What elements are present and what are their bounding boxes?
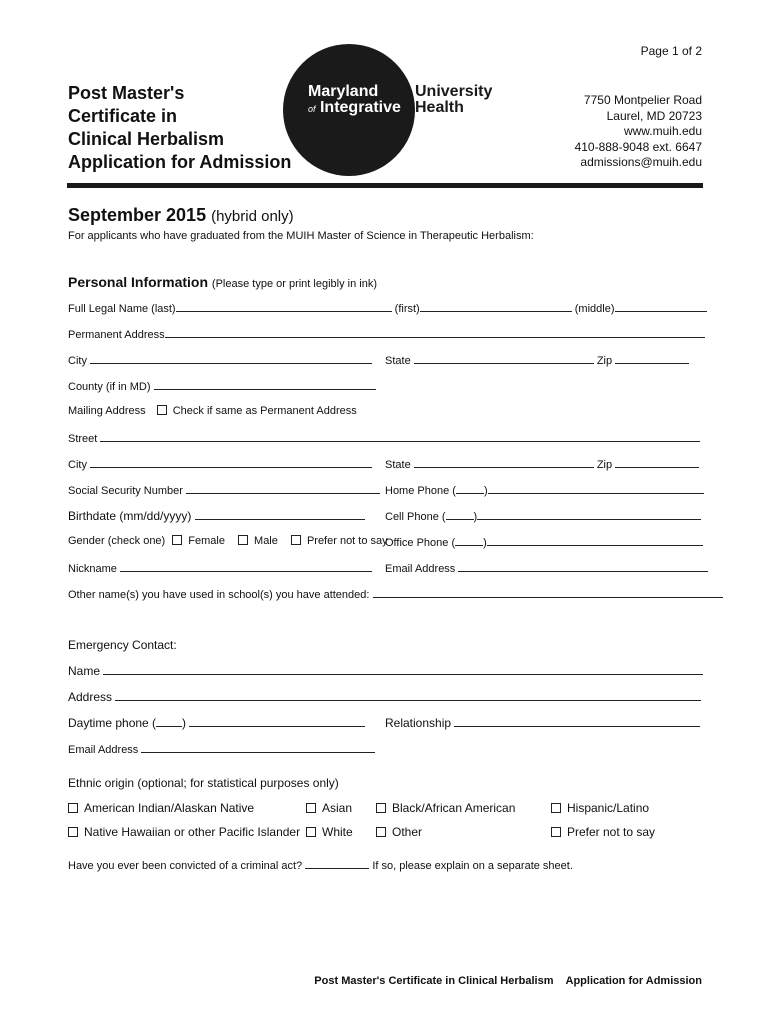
cell-phone-label: Cell Phone ( [385, 511, 446, 523]
name-first-field[interactable] [420, 301, 572, 312]
criminal-followup: If so, please explain on a separate sheet. [372, 860, 573, 872]
county-row [68, 379, 376, 393]
office-phone-label: Office Phone ( [385, 537, 456, 549]
ssn-label: Social Security Number [68, 485, 183, 497]
criminal-row [68, 858, 573, 872]
contact-phone: 410-888-9048 ext. 6647 [574, 139, 702, 154]
emergency-email-label: Email Address [68, 744, 139, 756]
logo-word-health: Health [415, 99, 464, 116]
county-field[interactable] [154, 379, 376, 390]
state-zip-row-2 [385, 457, 699, 471]
county-label: County (if in MD) [68, 381, 151, 393]
email-label: Email Address [385, 563, 456, 575]
ethnic-label: Other [392, 825, 423, 839]
emergency-name-field[interactable] [103, 664, 703, 675]
intro-text: For applicants who have graduated from the MUIH Master of Science in Therapeutic Herbalism: [68, 230, 534, 242]
paren: ) [473, 511, 478, 523]
personal-info-heading [68, 274, 377, 290]
ethnic-checkbox[interactable] [376, 803, 386, 813]
ethnic-option [306, 801, 352, 815]
birthdate-label: Birthdate (mm/dd/yyyy) [68, 509, 192, 523]
street-field[interactable] [100, 431, 700, 442]
page-number: Page 1 of 2 [640, 44, 702, 58]
title-line: Application for Admission [68, 152, 292, 172]
male-checkbox[interactable] [238, 535, 248, 545]
ethnic-option [376, 825, 422, 839]
home-phone-row [385, 483, 704, 497]
logo-word-of: of [308, 104, 316, 114]
name-row [68, 301, 707, 315]
contact-website: www.muih.edu [623, 124, 702, 139]
gender-row [68, 535, 388, 547]
logo-extension [415, 84, 492, 116]
term-main: September 2015 [68, 205, 207, 225]
emergency-name-label: Name [68, 664, 101, 678]
ethnic-checkbox[interactable] [376, 827, 386, 837]
relationship-field[interactable] [454, 716, 700, 727]
same-as-checkbox[interactable] [157, 405, 167, 415]
ethnic-option [551, 825, 655, 839]
paren: ) [483, 537, 487, 549]
page-title [68, 82, 291, 174]
zip-field[interactable] [615, 353, 689, 364]
title-line: Certificate in [68, 106, 178, 126]
ssn-row [68, 483, 380, 497]
emergency-email-field[interactable] [141, 742, 375, 753]
ethnic-option [376, 801, 515, 815]
title-line: Post Master's [68, 83, 185, 103]
emergency-phone-row [68, 716, 365, 730]
cell-phone-row [385, 509, 701, 523]
state-field[interactable] [414, 353, 594, 364]
zip-label: Zip [596, 355, 613, 367]
contact-email: admissions@muih.edu [580, 155, 702, 170]
mailing-row [68, 405, 357, 417]
ssn-field[interactable] [186, 483, 380, 494]
name-middle-field[interactable] [615, 301, 707, 312]
ethnic-label: American Indian/Alaskan Native [84, 801, 255, 815]
ethnic-label: Asian [322, 801, 353, 815]
ethnic-checkbox[interactable] [551, 803, 561, 813]
ethnic-checkbox[interactable] [306, 827, 316, 837]
ethnic-label: Black/African American [392, 801, 516, 815]
male-label: Male [254, 535, 278, 547]
emergency-email-row [68, 742, 375, 756]
criminal-answer-field[interactable] [305, 858, 369, 869]
city-row-2 [68, 457, 372, 471]
ethnic-checkbox[interactable] [68, 803, 78, 813]
footer-program: Post Master's Certificate in Clinical Herbalism [314, 975, 554, 987]
emergency-heading: Emergency Contact: [68, 638, 177, 652]
cell-phone-field[interactable] [477, 509, 701, 520]
female-checkbox[interactable] [172, 535, 182, 545]
other-names-field[interactable] [373, 587, 723, 598]
relationship-row [385, 716, 700, 730]
office-phone-field[interactable] [487, 535, 703, 546]
daytime-phone-field[interactable] [189, 716, 365, 727]
street-row [68, 431, 700, 445]
header-divider [67, 183, 703, 188]
daytime-phone-area-field[interactable] [156, 716, 182, 727]
prefer-not-checkbox[interactable] [291, 535, 301, 545]
ethnic-checkbox[interactable] [68, 827, 78, 837]
ethnic-option [68, 801, 254, 815]
ethnic-option [306, 825, 353, 839]
mailing-label: Mailing Address [68, 405, 146, 417]
nickname-label: Nickname [68, 563, 117, 575]
name-first-label: (first) [394, 303, 420, 315]
city-field[interactable] [90, 457, 372, 468]
ethnic-label: Hispanic/Latino [567, 801, 650, 815]
ethnic-option [551, 801, 649, 815]
contact-street: 7750 Montpelier Road [583, 93, 702, 107]
contact-city: Laurel, MD 20723 [606, 108, 702, 123]
cell-phone-area-field[interactable] [446, 509, 474, 520]
home-phone-area-field[interactable] [456, 483, 484, 494]
office-phone-area-field[interactable] [455, 535, 483, 546]
office-phone-row [385, 535, 703, 549]
name-last-label: Full Legal Name (last) [68, 303, 176, 315]
state-label: State [385, 355, 411, 367]
street-label: Street [68, 433, 98, 445]
section-note: (Please type or print legibly in ink) [211, 278, 377, 290]
emergency-address-field[interactable] [115, 690, 701, 701]
state-label: State [385, 459, 411, 471]
term-sub: (hybrid only) [211, 208, 294, 225]
state-zip-row-1 [385, 353, 689, 367]
criminal-question: Have you ever been convicted of a criminal act? [68, 860, 303, 872]
birthdate-row [68, 509, 365, 523]
logo-word-integrative: Integrative [319, 99, 401, 116]
emergency-name-row [68, 664, 703, 678]
footer-title: Application for Admission [565, 975, 702, 987]
daytime-phone-label: Daytime phone ( [68, 716, 157, 730]
ethnic-label: Native Hawaiian or other Pacific Islander [84, 825, 301, 839]
ethnic-label: White [322, 825, 353, 839]
other-names-row [68, 587, 723, 601]
city-label: City [68, 355, 87, 367]
ethnic-option [68, 825, 300, 839]
same-as-label: Check if same as Permanent Address [172, 405, 357, 417]
footer [314, 975, 702, 987]
paren: ) [483, 485, 488, 497]
nickname-row [68, 561, 372, 575]
term-heading [68, 205, 294, 226]
female-label: Female [188, 535, 225, 547]
relationship-label: Relationship [385, 716, 452, 730]
zip-field[interactable] [615, 457, 699, 468]
email-field[interactable] [458, 561, 708, 572]
logo-word-university: University [415, 83, 493, 100]
ethnic-heading: Ethnic origin (optional; for statistical purposes only) [68, 776, 339, 790]
perm-address-row [68, 327, 705, 341]
section-title: Personal Information [68, 274, 209, 290]
paren: ) [182, 716, 187, 730]
other-names-label: Other name(s) you have used in school(s) you have attended: [68, 589, 370, 601]
nickname-field[interactable] [120, 561, 372, 572]
city-field[interactable] [90, 353, 372, 364]
prefer-not-label: Prefer not to say [306, 535, 388, 547]
zip-label: Zip [596, 459, 613, 471]
home-phone-field[interactable] [488, 483, 704, 494]
name-middle-label: (middle) [574, 303, 615, 315]
home-phone-label: Home Phone ( [385, 485, 456, 497]
ethnic-checkbox[interactable] [306, 803, 316, 813]
contact-block [575, 93, 702, 171]
gender-label: Gender (check one) [68, 535, 166, 547]
logo-word-maryland: Maryland [308, 83, 379, 100]
ethnic-checkbox[interactable] [551, 827, 561, 837]
emergency-address-row [68, 690, 701, 704]
logo [308, 84, 401, 117]
city-row-1 [68, 353, 372, 367]
state-field[interactable] [414, 457, 594, 468]
birthdate-field[interactable] [195, 509, 365, 520]
email-row [385, 561, 708, 575]
perm-address-field[interactable] [165, 327, 705, 338]
emergency-address-label: Address [68, 690, 113, 704]
city-label: City [68, 459, 87, 471]
ethnic-label: Prefer not to say [567, 825, 656, 839]
title-line: Clinical Herbalism [68, 129, 225, 149]
name-last-field[interactable] [176, 301, 392, 312]
perm-address-label: Permanent Address [68, 329, 165, 341]
